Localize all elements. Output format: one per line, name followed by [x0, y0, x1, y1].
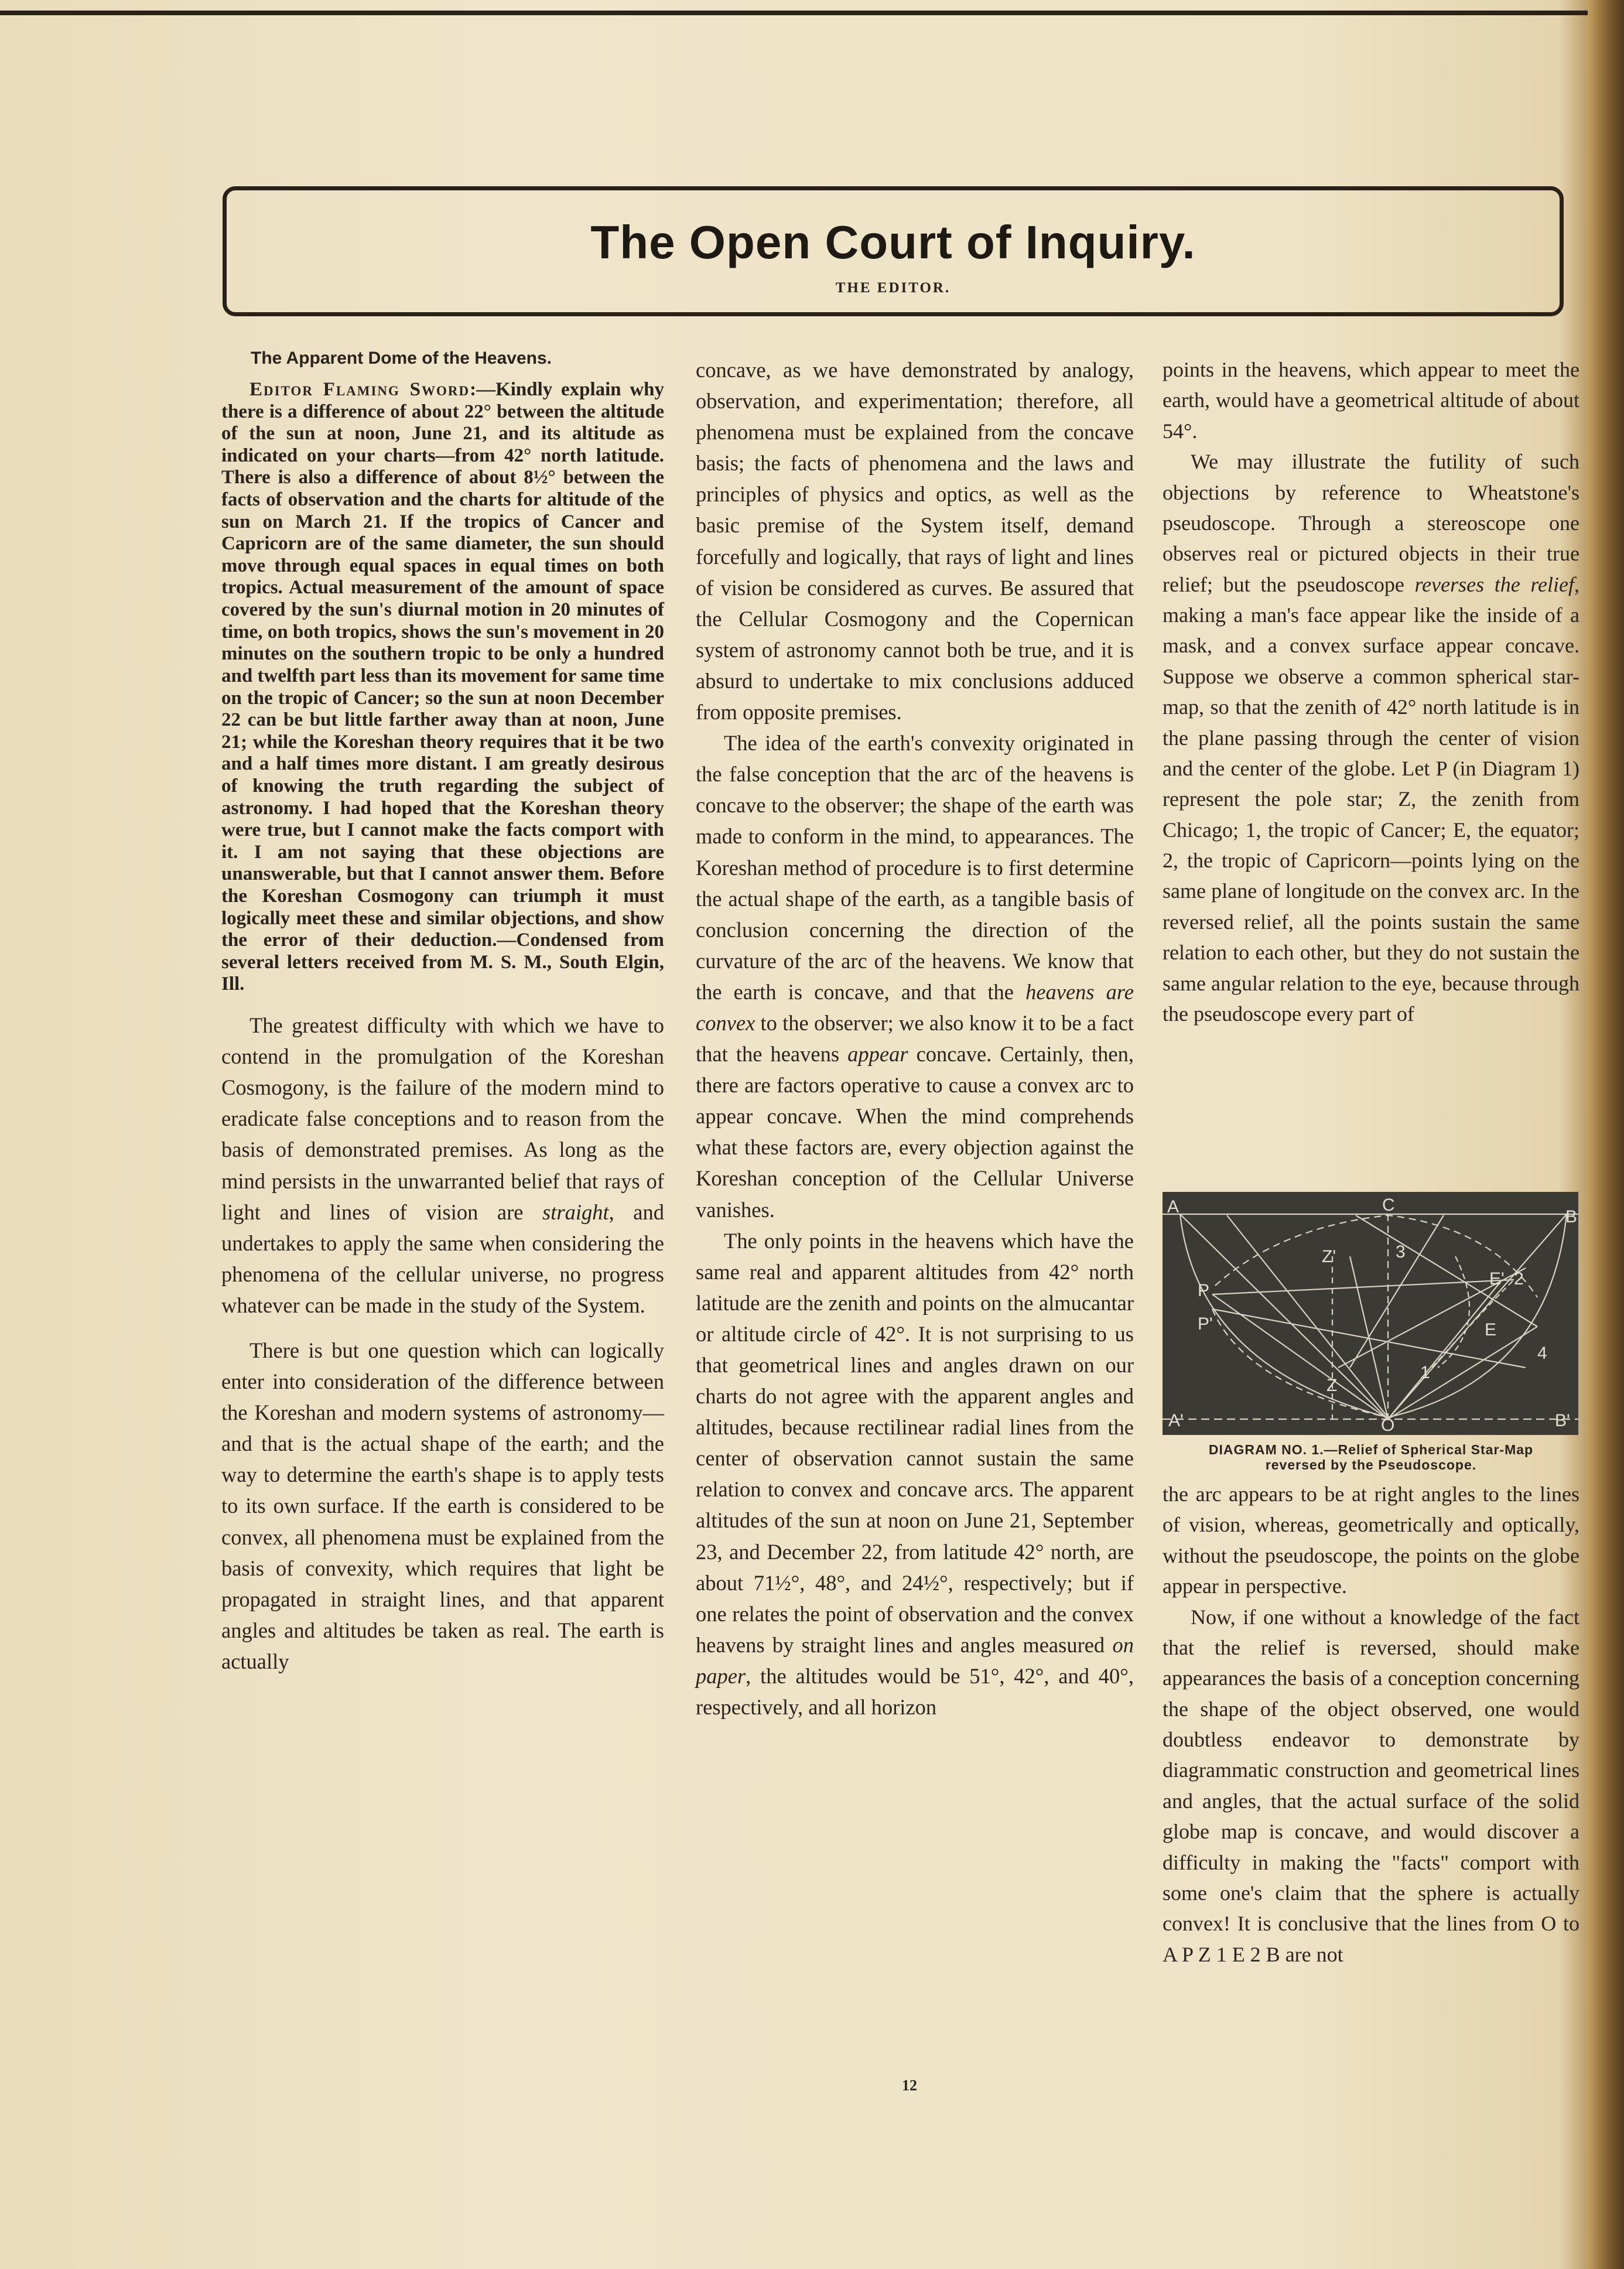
paragraph: The idea of the earth's convexity originated in the false conception that the arc of the heavens is concave to the observer; the shape of the earth was made to conform in the mind, to appearances. The Koreshan method of procedure is to first determine the actual shape of the earth, as a tangible basis of conclusion concerning the direction of the curvature of the arc of the heavens. We know that the earth is concave, and that the heavens are convex to the observer; we also know it to be a fact that the heavens appear concave. Certainly, then, there are factors operative to cause a convex arc to appear concave. When the mind comprehends what these factors are, every objection against the Koreshan conception of the Cellular Universe vanishes.	[696, 731, 1134, 1222]
emphasis: straight	[542, 1200, 609, 1224]
page-number: 12	[902, 2077, 917, 2094]
paragraph: The only points in the heavens which have the same real and apparent altitudes from 42° north latitude are the zenith and points on the almucantar or altitude circle of 42°. It is not surprising to us that geometrical lines and angles drawn on our charts do not agree with the apparent angles and altitudes, because rectilinear radial lines from the center of observation cannot sustain the same relation to convex and concave arcs. The apparent altitudes of the sun at noon on June 21, September 23, and December 22, from latitude 42° north, are about 71½°, 48°, and 24½°, respectively; but if one relates the point of observation and the convex heavens by straight lines and angles measured on paper, the altitudes would be 51°, 42°, and 40°, respectively, and all horizon	[696, 1228, 1134, 1720]
label-b: B	[1565, 1207, 1578, 1226]
column-3-continued	[1163, 1479, 1579, 1970]
paragraph: The greatest difficulty with which we have to contend in the promulgation of the Koreshan Cosmogony, is the failure of the modern mind to eradicate false conceptions and to reason from the basis of demonstrated premises. As long as the mind persists in the unwarranted belief that rays of light and lines of vision are straight, and undertakes to apply the same when considering the phenomena of the cellular universe, no progress whatever can be made in the study of the System.	[221, 1013, 664, 1317]
column-3	[1163, 354, 1579, 1029]
top-rule	[0, 11, 1593, 15]
label-3: 3	[1396, 1242, 1406, 1262]
label-2: 2	[1514, 1269, 1524, 1289]
paragraph: concave, as we have demonstrated by analogy, observation, and experimentation; therefore, all phenomena must be explained from the concave basis; the facts of phenomena and the laws and principles of physics and optics, as well as the basic premise of the System itself, demand forcefully and logically, that rays of light and lines of vision be considered as curves. Be assured that the Cellular Cosmogony and the Copernican system of astronomy cannot both be true, and it is absurd to undertake to mix conclusions adduced from opposite premises.	[696, 358, 1134, 725]
emphasis: on paper	[696, 1632, 1134, 1688]
letter-text: :—Kindly explain why there is a difference of about 22° between the altitude of the sun at noon, June 21, and its altitude as indicated on your charts—from 42° north latitude. There is also a difference of about 8½° between the facts of observation and the charts for altitude of the sun on March 21. If the tropics of Cancer and Capricorn are of the same diameter, the sun should move through equal spaces in equal times on both tropics. Actual measurement of the amount of space covered by the sun's diurnal motion in 20 minutes of time, on both tropics, shows the sun's movement in 20 minutes on the southern tropic to be only a hundred and twelfth part less than its movement for same time on the tropic of Cancer; so the sun at noon December 22 can be but little farther away than at noon, June 21; while the Koreshan theory requires that it be two and a half times more distant. I am greatly desirous of knowing the truth regarding the subject of astronomy. I had hoped that the Koreshan theory were true, but I cannot make the facts comport with it. I am not saying that these objections are unanswerable, but that I cannot answer them. Before the Koreshan Cosmogony can triumph it must logically meet these and similar objections, and show the error of their deduction.—Condensed from several letters received from M. S. M., South Elgin, Ill.	[221, 379, 664, 995]
column-2	[696, 354, 1134, 1723]
reader-letter	[221, 379, 664, 996]
label-e-prime: E'	[1489, 1269, 1505, 1289]
paragraph: the arc appears to be at right angles to the lines of vision, whereas, geometrically and optically, without the pseudoscope, the points on the globe appear in perspective.	[1163, 1482, 1579, 1598]
label-z: Z	[1326, 1376, 1338, 1395]
label-o: O	[1381, 1416, 1395, 1435]
label-p: P	[1198, 1281, 1210, 1300]
label-4: 4	[1537, 1344, 1547, 1363]
emphasis: heavens are convex	[696, 979, 1134, 1035]
diagram-star-map	[1163, 1192, 1578, 1435]
diagram-svg	[1163, 1192, 1578, 1435]
page-title: The Open Court of Inquiry.	[590, 216, 1196, 268]
paragraph: We may illustrate the futility of such objections by reference to Wheatstone's pseudoscope. Through a stereoscope one observes real or pictured objects in their true relief; but the pseudoscope reverses the relief, making a man's face appear like the inside of a mask, and a convex surface appear concave. Suppose we observe a common spherical star-map, so that the zenith of 42° north latitude is in the plane passing through the center of vision and the center of the globe. Let P (in Diagram 1) represent the pole star; Z, the zenith from Chicago; 1, the tropic of Cancer; E, the equator; 2, the tropic of Capricorn—points lying on the same plane of longitude on the convex arc. In the reversed relief, all the points sustain the same relation to each other, but they do not sustain the same angular relation to the eye, because through the pseudoscope every part of	[1163, 450, 1579, 1026]
paragraph: Now, if one without a knowledge of the fact that the relief is reversed, should make appearances the basis of a conception concerning the shape of the object observed, one would doubtless endeavor to demonstrate by diagrammatic construction and geometrical lines and angles, that the actual surface of the solid globe map is concave, and would discover a difficulty in making the "facts" comport with some one's claim that the sphere is actually convex! It is conclusive that the lines from O to A P Z 1 E 2 B are not	[1163, 1605, 1579, 1966]
label-b-prime: B'	[1555, 1411, 1570, 1430]
letter-title: The Apparent Dome of the Heavens.	[251, 348, 552, 368]
book-binding	[1588, 0, 1624, 2269]
label-a: A	[1167, 1197, 1179, 1216]
author-line: THE EDITOR.	[835, 280, 951, 296]
label-c: C	[1382, 1195, 1395, 1215]
paragraph: There is but one question which can logically enter into consideration of the difference between the Koreshan and modern systems of astronomy—and that is the actual shape of the earth; and the way to determine the earth's shape is to apply tests to its own surface. If the earth is considered to be convex, all phenomena must be explained from the basis of convexity, which requires that light be propagated in straight lines, and that apparent angles and altitudes be taken as real. The earth is actually	[221, 1338, 664, 1673]
letter-salutation: Editor Flaming Sword	[249, 379, 470, 400]
label-a-prime: A'	[1168, 1411, 1184, 1430]
paragraph: points in the heavens, which appear to meet the earth, would have a geometrical altitude of about 54°.	[1163, 358, 1579, 443]
label-1: 1	[1420, 1363, 1430, 1382]
label-p-prime: P'	[1198, 1314, 1213, 1334]
emphasis: appear	[847, 1042, 908, 1067]
emphasis: reverses the relief	[1414, 572, 1574, 596]
label-z-prime: Z'	[1322, 1247, 1336, 1266]
label-e: E	[1485, 1320, 1497, 1339]
diagram-caption: DIAGRAM NO. 1.—Relief of Spherical Star-Map reversed by the Pseudoscope.	[1208, 1442, 1534, 1473]
column-1	[221, 348, 664, 1677]
